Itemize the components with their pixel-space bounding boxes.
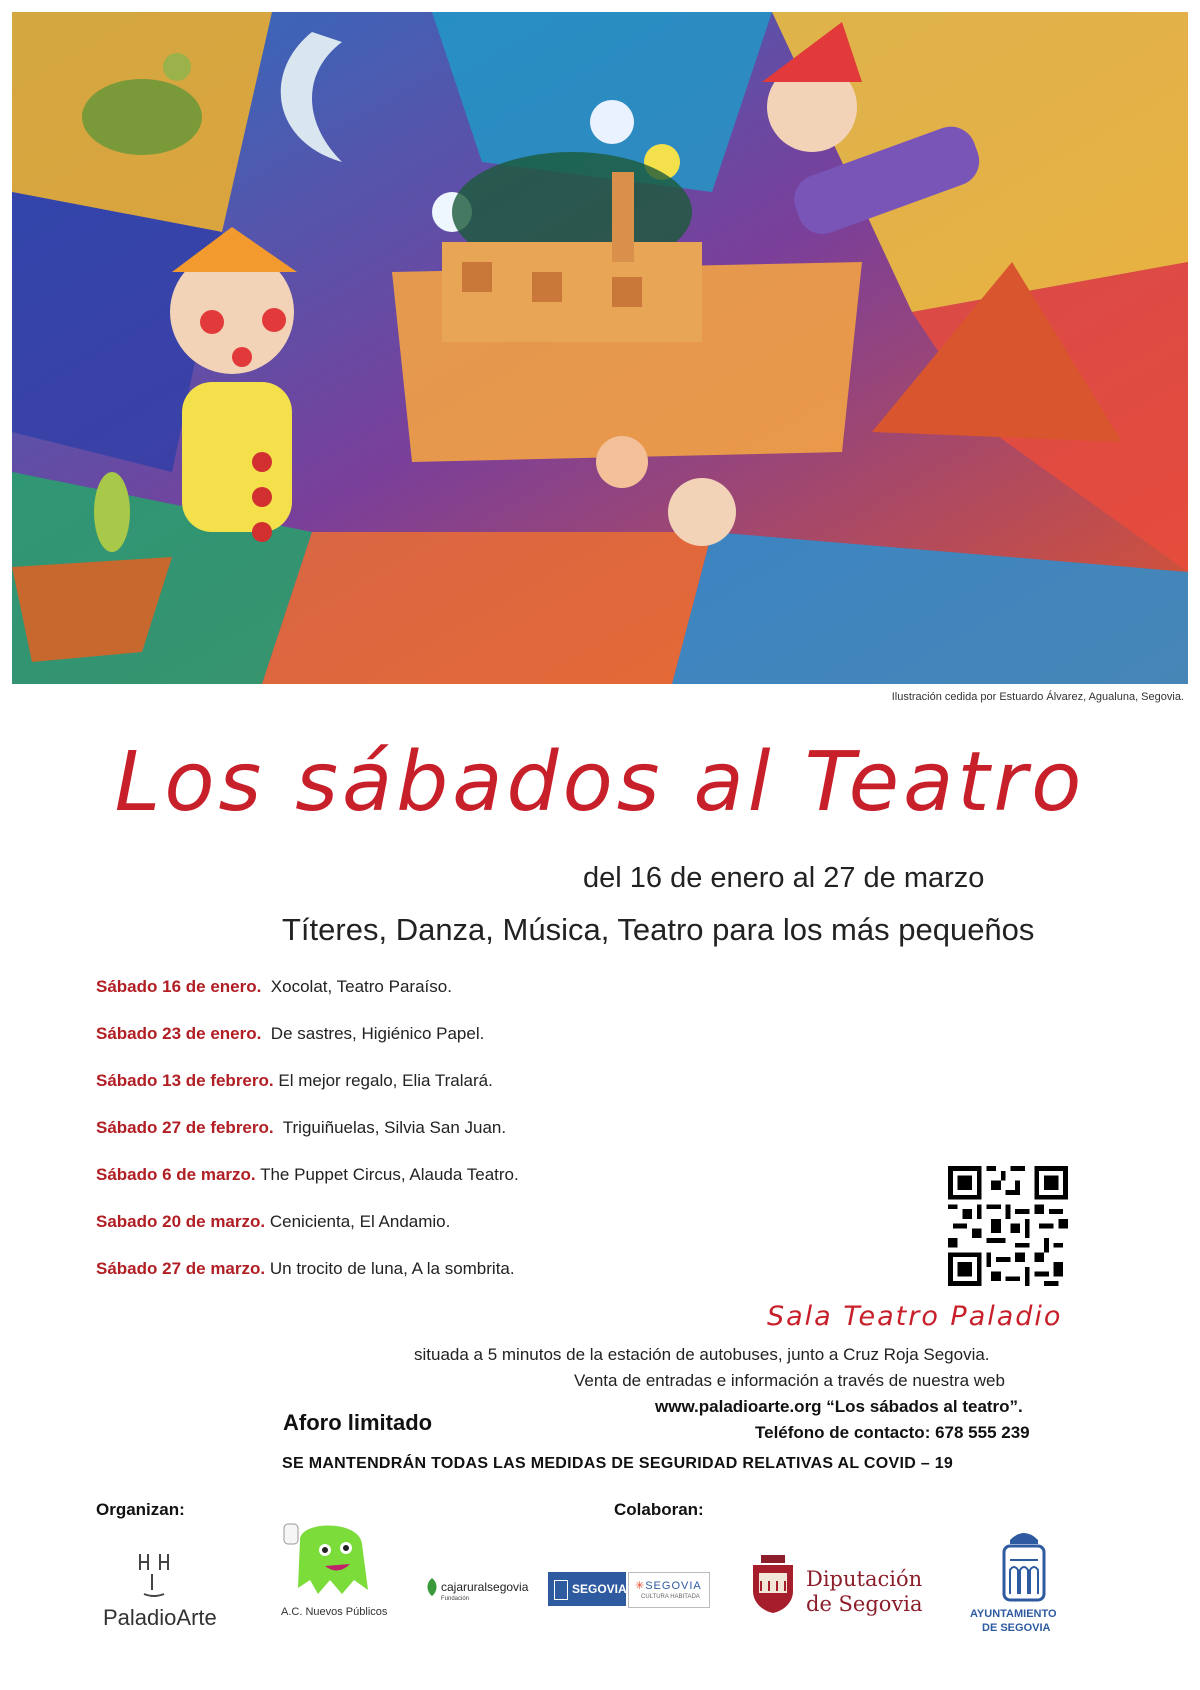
event-date: Sábado 16 de enero. — [96, 977, 262, 996]
illustration-credit: Ilustración cedida por Estuardo Álvarez, Agualuna, Segovia. — [891, 691, 1184, 703]
cajarural-text: cajaruralsegovia — [441, 1580, 529, 1594]
ayuntamiento-shield-icon — [1000, 1530, 1048, 1602]
event-item — [96, 1165, 519, 1185]
ticket-info: Venta de entradas e información a través de nuestra web — [574, 1371, 1005, 1390]
aqueduct-icon — [554, 1580, 568, 1600]
event-date: Sábado 6 de marzo. — [96, 1165, 256, 1184]
event-show: El mejor regalo, Elia Tralará. — [278, 1071, 493, 1090]
event-show: The Puppet Circus, Alauda Teatro. — [260, 1165, 519, 1184]
contact-phone[interactable]: Teléfono de contacto: 678 555 239 — [755, 1423, 1030, 1442]
event-date: Sábado 23 de enero. — [96, 1024, 262, 1043]
venue-name: Sala Teatro Paladio — [767, 1301, 1063, 1332]
event-date: Sábado 13 de febrero. — [96, 1071, 274, 1090]
ayuntamiento-text-2: DE SEGOVIA — [982, 1622, 1051, 1634]
collaborators-label: Colaboran: — [614, 1500, 704, 1519]
diputacion-shield-icon — [751, 1555, 795, 1613]
star-icon: ✳ — [635, 1580, 646, 1592]
event-item — [96, 1212, 450, 1232]
nuevos-publicos-ghost-icon — [280, 1520, 380, 1602]
event-show: Un trocito de luna, A la sombrita. — [269, 1259, 515, 1278]
subtitle: Títeres, Danza, Música, Teatro para los más pequeños — [282, 912, 1035, 947]
organizers-label: Organizan: — [96, 1500, 185, 1519]
event-date: Sabado 20 de marzo. — [96, 1212, 266, 1231]
event-show: De sastres, Higiénico Papel. — [270, 1024, 485, 1043]
page-title: Los sábados al Teatro — [114, 735, 1086, 830]
capacity-notice: Aforo limitado — [283, 1410, 433, 1435]
segovia-cultura-text — [635, 1579, 702, 1592]
date-range: del 16 de enero al 27 de marzo — [583, 862, 985, 894]
segovia-cultura-word: SEGOVIA — [645, 1580, 702, 1592]
segovia-box-text: SEGOVIA — [572, 1582, 627, 1596]
qr-code[interactable] — [948, 1166, 1068, 1286]
event-item — [96, 1024, 484, 1044]
event-item — [96, 1071, 493, 1091]
venue-location: situada a 5 minutos de la estación de autobuses, junto a Cruz Roja Segovia. — [414, 1345, 990, 1364]
event-item — [96, 1259, 515, 1279]
diputacion-text-2: de Segovia — [806, 1592, 923, 1616]
poster-illustration — [12, 12, 1188, 684]
event-show: Cenicienta, El Andamio. — [269, 1212, 451, 1231]
paladioarte-logo-text: PaladioArte — [103, 1605, 217, 1630]
event-item — [96, 977, 452, 997]
nuevos-publicos-text: A.C. Nuevos Públicos — [281, 1606, 388, 1618]
covid-notice: SE MANTENDRÁN TODAS LAS MEDIDAS DE SEGURIDAD RELATIVAS AL COVID – 19 — [282, 1455, 954, 1472]
segovia-box-logo — [548, 1572, 626, 1606]
event-show: Triguiñuelas, Silvia San Juan. — [282, 1118, 507, 1137]
segovia-cultura-subtext: CULTURA HABITADA — [641, 1594, 700, 1600]
ayuntamiento-text-1: AYUNTAMIENTO — [970, 1608, 1057, 1620]
cajarural-leaf-icon — [425, 1578, 439, 1596]
event-date: Sábado 27 de febrero. — [96, 1118, 274, 1137]
event-item — [96, 1118, 506, 1138]
event-date: Sábado 27 de marzo. — [96, 1259, 266, 1278]
paladioarte-logo-icon — [134, 1550, 190, 1600]
diputacion-text-1: Diputación — [806, 1567, 923, 1591]
cajarural-subtext: Fundación — [441, 1596, 470, 1602]
website-link[interactable]: www.paladioarte.org “Los sábados al teatro”. — [655, 1397, 1023, 1416]
event-show: Xocolat, Teatro Paraíso. — [270, 977, 452, 996]
segovia-cultura-logo — [628, 1572, 710, 1608]
